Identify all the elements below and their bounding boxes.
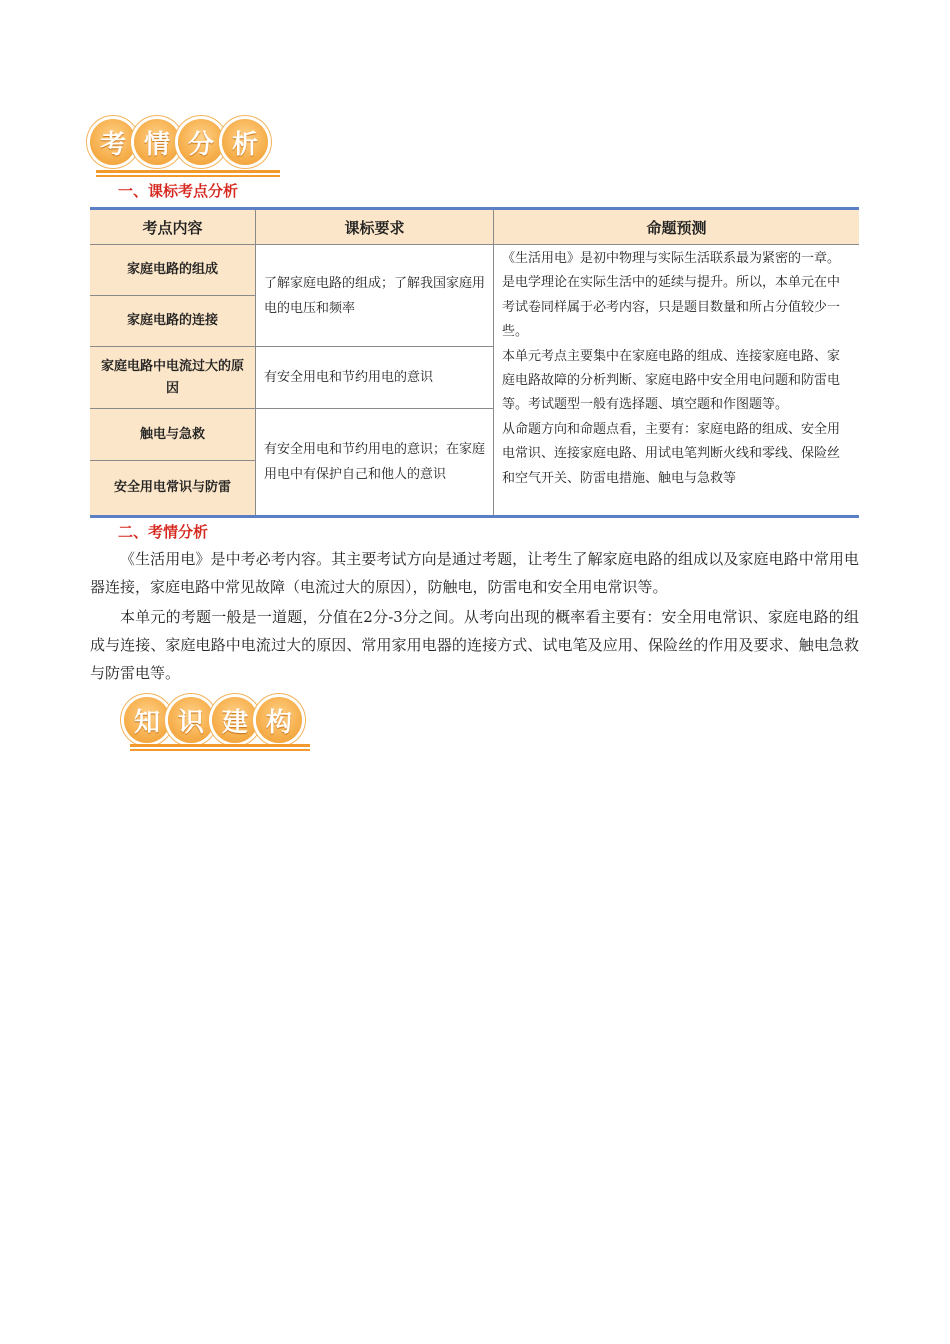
analysis-paragraph: 《生活用电》是中考必考内容。其主要考试方向是通过考题，让考生了解家庭电路的组成以及家庭电路中常用电器连接，家庭电路中常见故障（电流过大的原因），防触电，防雷电和安全用电常识等。 [90,550,859,596]
analysis-paragraph: 本单元的考题一般是一道题，分值在2分-3分之间。从考向出现的概率看主要有：安全用电常识、家庭电路的组成与连接、家庭电路中电流过大的原因、常用家用电器的连接方式、试电笔及应用、保险丝的作用及要求、触电急救与防雷电等。 [90,608,859,682]
banner-exam-analysis [90,116,280,168]
banner-underline [130,749,310,751]
banner-char-badge: 建 [212,697,258,743]
topic-cell: 安全用电常识与防雷 [90,461,256,517]
banner-char-badge: 识 [168,697,214,743]
prediction-paragraph: 《生活用电》是初中物理与实际生活联系最为紧密的一章。是电学理论在实际生活中的延续与提升。所以，本单元在中考试卷同样属于必考内容，只是题目数量和所占分值较少一些。 [502,251,841,340]
header-requirement: 课标要求 [256,209,494,245]
banner-char-badge: 情 [134,119,180,165]
requirement-cell: 有安全用电和节约用电的意识 [256,347,494,409]
requirement-cell: 有安全用电和节约用电的意识；在家庭用电中有保护自己和他人的意识 [256,409,494,517]
section-title-exam-analysis: 二、考情分析 [118,523,209,541]
banner-char-badge: 分 [178,119,224,165]
header-prediction: 命题预测 [494,209,860,245]
banner-char-badge: 知 [124,697,170,743]
banner-char-badge: 考 [90,119,136,165]
banner-char-badge: 析 [222,119,268,165]
prediction-cell [494,245,860,517]
standards-table [90,207,859,518]
banner-underline [96,170,280,173]
topic-cell: 家庭电路中电流过大的原因 [90,347,256,409]
header-topic: 考点内容 [90,209,256,245]
prediction-paragraph: 从命题方向和命题点看，主要有：家庭电路的组成、安全用电常识、连接家庭电路、用试电笔判断火线和零线、保险丝和空气开关、防雷电措施、触电与急救等 [502,421,841,486]
banner-knowledge-structure [124,694,310,746]
prediction-paragraph: 本单元考点主要集中在家庭电路的组成、连接家庭电路、家庭电路故障的分析判断、家庭电路中安全用电问题和防雷电等。考试题型一般有选择题、填空题和作图题等。 [502,348,841,413]
topic-cell: 触电与急救 [90,409,256,461]
requirement-cell: 了解家庭电路的组成；了解我国家庭用电的电压和频率 [256,245,494,347]
table-row [90,245,859,296]
banner-char-badge: 构 [256,697,302,743]
section-title-standards: 一、课标考点分析 [118,182,239,200]
banner-underline [130,744,310,747]
topic-cell: 家庭电路的连接 [90,296,256,347]
topic-cell: 家庭电路的组成 [90,245,256,296]
banner-underline [96,175,280,177]
table-header-row [90,209,859,245]
